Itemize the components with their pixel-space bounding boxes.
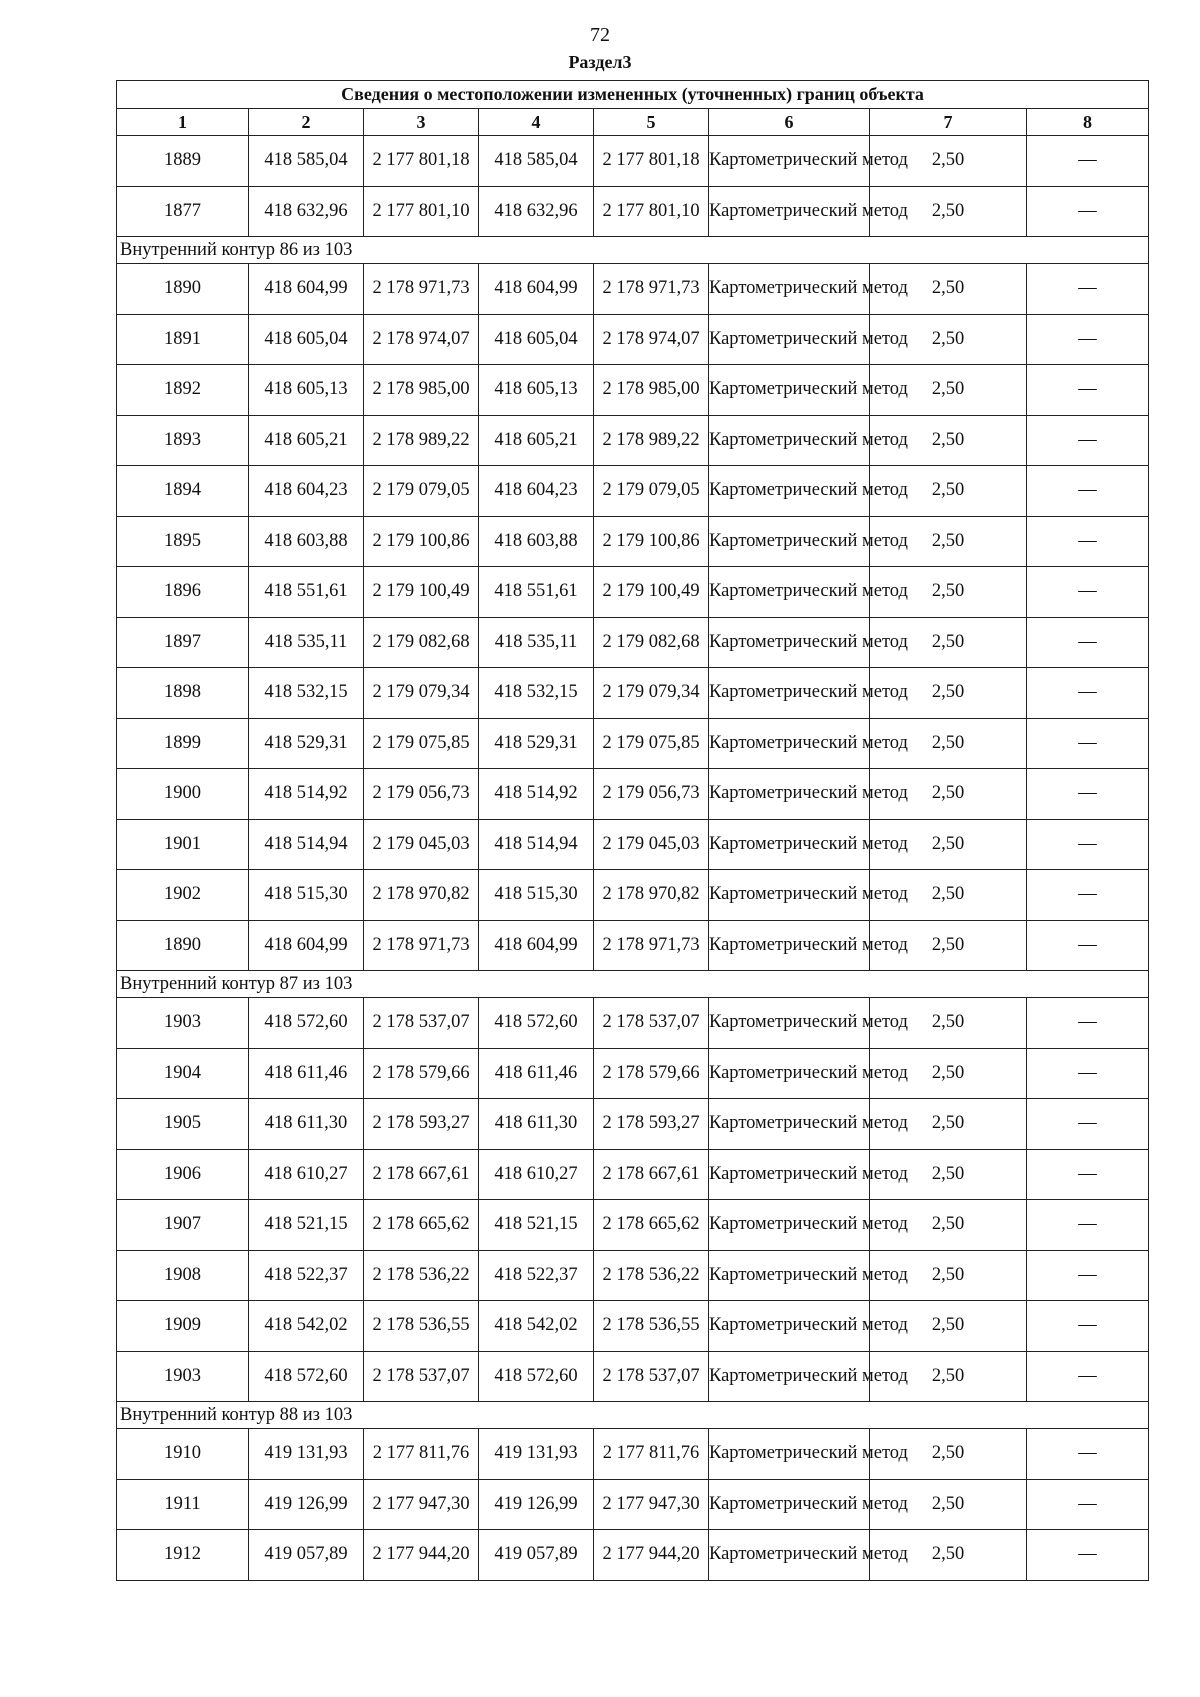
x-coordinate-cell: 418 610,27 <box>249 1149 364 1200</box>
x-coordinate-new-cell: 419 126,99 <box>479 1479 594 1530</box>
y-coordinate-new-cell: 2 177 801,10 <box>594 186 709 237</box>
x-coordinate-cell: 418 521,15 <box>249 1200 364 1251</box>
column-number: 4 <box>479 109 594 136</box>
accuracy-cell: 2,50 <box>870 870 1027 921</box>
method-cell: Картометрический метод <box>709 1301 870 1352</box>
method-cell: Картометрический метод <box>709 998 870 1049</box>
table-row <box>117 1149 1149 1200</box>
accuracy-cell: 2,50 <box>870 516 1027 567</box>
x-coordinate-new-cell: 418 610,27 <box>479 1149 594 1200</box>
y-coordinate-new-cell: 2 179 079,05 <box>594 466 709 517</box>
point-number-cell: 1901 <box>117 819 249 870</box>
x-coordinate-cell: 418 514,92 <box>249 769 364 820</box>
method-cell: Картометрический метод <box>709 1250 870 1301</box>
accuracy-cell: 2,50 <box>870 718 1027 769</box>
x-coordinate-cell: 418 605,21 <box>249 415 364 466</box>
accuracy-cell: 2,50 <box>870 264 1027 315</box>
y-coordinate-new-cell: 2 179 082,68 <box>594 617 709 668</box>
method-cell: Картометрический метод <box>709 1149 870 1200</box>
description-cell: — <box>1027 870 1149 921</box>
y-coordinate-cell: 2 178 970,82 <box>364 870 479 921</box>
x-coordinate-cell: 418 532,15 <box>249 668 364 719</box>
y-coordinate-new-cell: 2 179 079,34 <box>594 668 709 719</box>
point-number-cell: 1906 <box>117 1149 249 1200</box>
point-number-cell: 1912 <box>117 1530 249 1581</box>
y-coordinate-cell: 2 178 971,73 <box>364 264 479 315</box>
description-cell: — <box>1027 1351 1149 1402</box>
description-cell: — <box>1027 1429 1149 1480</box>
y-coordinate-new-cell: 2 178 665,62 <box>594 1200 709 1251</box>
column-number: 1 <box>117 109 249 136</box>
y-coordinate-cell: 2 178 971,73 <box>364 920 479 971</box>
y-coordinate-new-cell: 2 178 970,82 <box>594 870 709 921</box>
x-coordinate-cell: 418 585,04 <box>249 136 364 187</box>
table-row <box>117 1200 1149 1251</box>
table-caption: Сведения о местоположении измененных (уточненных) границ объекта <box>117 81 1149 109</box>
contour-row <box>117 1402 1149 1429</box>
table-row <box>117 998 1149 1049</box>
method-cell: Картометрический метод <box>709 1048 870 1099</box>
x-coordinate-new-cell: 418 604,99 <box>479 920 594 971</box>
x-coordinate-new-cell: 418 611,46 <box>479 1048 594 1099</box>
method-cell: Картометрический метод <box>709 1099 870 1150</box>
point-number-cell: 1907 <box>117 1200 249 1251</box>
description-cell: — <box>1027 718 1149 769</box>
point-number-cell: 1904 <box>117 1048 249 1099</box>
x-coordinate-cell: 418 604,99 <box>249 264 364 315</box>
x-coordinate-new-cell: 418 604,99 <box>479 264 594 315</box>
y-coordinate-cell: 2 179 079,05 <box>364 466 479 517</box>
description-cell: — <box>1027 365 1149 416</box>
point-number-cell: 1893 <box>117 415 249 466</box>
accuracy-cell: 2,50 <box>870 1429 1027 1480</box>
point-number-cell: 1897 <box>117 617 249 668</box>
table-row <box>117 819 1149 870</box>
point-number-cell: 1898 <box>117 668 249 719</box>
x-coordinate-cell: 418 522,37 <box>249 1250 364 1301</box>
y-coordinate-cell: 2 179 079,34 <box>364 668 479 719</box>
accuracy-cell: 2,50 <box>870 998 1027 1049</box>
column-number: 3 <box>364 109 479 136</box>
table-row <box>117 920 1149 971</box>
x-coordinate-new-cell: 418 514,92 <box>479 769 594 820</box>
x-coordinate-new-cell: 418 514,94 <box>479 819 594 870</box>
description-cell: — <box>1027 769 1149 820</box>
description-cell: — <box>1027 920 1149 971</box>
x-coordinate-cell: 418 611,30 <box>249 1099 364 1150</box>
point-number-cell: 1895 <box>117 516 249 567</box>
point-number-cell: 1890 <box>117 920 249 971</box>
y-coordinate-cell: 2 177 947,30 <box>364 1479 479 1530</box>
contour-label: Внутренний контур 86 из 103 <box>117 237 1149 264</box>
contour-row <box>117 971 1149 998</box>
table-row <box>117 466 1149 517</box>
x-coordinate-new-cell: 418 604,23 <box>479 466 594 517</box>
method-cell: Картометрический метод <box>709 264 870 315</box>
method-cell: Картометрический метод <box>709 920 870 971</box>
point-number-cell: 1890 <box>117 264 249 315</box>
table-row <box>117 1250 1149 1301</box>
y-coordinate-new-cell: 2 179 100,86 <box>594 516 709 567</box>
x-coordinate-cell: 418 632,96 <box>249 186 364 237</box>
y-coordinate-new-cell: 2 178 971,73 <box>594 920 709 971</box>
table-row <box>117 567 1149 618</box>
point-number-cell: 1903 <box>117 998 249 1049</box>
y-coordinate-new-cell: 2 179 075,85 <box>594 718 709 769</box>
method-cell: Картометрический метод <box>709 365 870 416</box>
y-coordinate-cell: 2 179 075,85 <box>364 718 479 769</box>
table-row <box>117 1530 1149 1581</box>
accuracy-cell: 2,50 <box>870 617 1027 668</box>
method-cell: Картометрический метод <box>709 617 870 668</box>
y-coordinate-new-cell: 2 178 985,00 <box>594 365 709 416</box>
description-cell: — <box>1027 415 1149 466</box>
x-coordinate-cell: 418 551,61 <box>249 567 364 618</box>
method-cell: Картометрический метод <box>709 870 870 921</box>
description-cell: — <box>1027 1200 1149 1251</box>
method-cell: Картометрический метод <box>709 466 870 517</box>
x-coordinate-new-cell: 418 632,96 <box>479 186 594 237</box>
point-number-cell: 1894 <box>117 466 249 517</box>
x-coordinate-new-cell: 419 057,89 <box>479 1530 594 1581</box>
y-coordinate-cell: 2 179 056,73 <box>364 769 479 820</box>
point-number-cell: 1899 <box>117 718 249 769</box>
table-row <box>117 1429 1149 1480</box>
x-coordinate-cell: 419 126,99 <box>249 1479 364 1530</box>
x-coordinate-new-cell: 418 603,88 <box>479 516 594 567</box>
point-number-cell: 1909 <box>117 1301 249 1352</box>
y-coordinate-new-cell: 2 178 974,07 <box>594 314 709 365</box>
y-coordinate-new-cell: 2 178 537,07 <box>594 1351 709 1402</box>
x-coordinate-new-cell: 418 535,11 <box>479 617 594 668</box>
contour-row <box>117 237 1149 264</box>
table-row <box>117 1479 1149 1530</box>
description-cell: — <box>1027 186 1149 237</box>
y-coordinate-cell: 2 179 045,03 <box>364 819 479 870</box>
x-coordinate-cell: 418 604,23 <box>249 466 364 517</box>
accuracy-cell: 2,50 <box>870 136 1027 187</box>
accuracy-cell: 2,50 <box>870 415 1027 466</box>
table-row <box>117 136 1149 187</box>
contour-label: Внутренний контур 88 из 103 <box>117 1402 1149 1429</box>
point-number-cell: 1889 <box>117 136 249 187</box>
accuracy-cell: 2,50 <box>870 769 1027 820</box>
x-coordinate-new-cell: 418 572,60 <box>479 1351 594 1402</box>
method-cell: Картометрический метод <box>709 668 870 719</box>
x-coordinate-new-cell: 418 542,02 <box>479 1301 594 1352</box>
accuracy-cell: 2,50 <box>870 1048 1027 1099</box>
method-cell: Картометрический метод <box>709 516 870 567</box>
y-coordinate-cell: 2 178 989,22 <box>364 415 479 466</box>
column-number: 2 <box>249 109 364 136</box>
x-coordinate-cell: 419 131,93 <box>249 1429 364 1480</box>
table-row <box>117 1048 1149 1099</box>
y-coordinate-new-cell: 2 179 100,49 <box>594 567 709 618</box>
table-row <box>117 1099 1149 1150</box>
point-number-cell: 1877 <box>117 186 249 237</box>
x-coordinate-cell: 418 611,46 <box>249 1048 364 1099</box>
description-cell: — <box>1027 1099 1149 1150</box>
description-cell: — <box>1027 264 1149 315</box>
method-cell: Картометрический метод <box>709 567 870 618</box>
y-coordinate-cell: 2 178 536,22 <box>364 1250 479 1301</box>
description-cell: — <box>1027 668 1149 719</box>
method-cell: Картометрический метод <box>709 415 870 466</box>
point-number-cell: 1910 <box>117 1429 249 1480</box>
y-coordinate-cell: 2 178 667,61 <box>364 1149 479 1200</box>
y-coordinate-cell: 2 177 801,18 <box>364 136 479 187</box>
table-row <box>117 668 1149 719</box>
y-coordinate-cell: 2 178 665,62 <box>364 1200 479 1251</box>
table-row <box>117 870 1149 921</box>
column-number: 8 <box>1027 109 1149 136</box>
description-cell: — <box>1027 1250 1149 1301</box>
accuracy-cell: 2,50 <box>870 314 1027 365</box>
column-number: 5 <box>594 109 709 136</box>
description-cell: — <box>1027 314 1149 365</box>
y-coordinate-new-cell: 2 177 944,20 <box>594 1530 709 1581</box>
accuracy-cell: 2,50 <box>870 920 1027 971</box>
method-cell: Картометрический метод <box>709 314 870 365</box>
description-cell: — <box>1027 998 1149 1049</box>
x-coordinate-cell: 418 603,88 <box>249 516 364 567</box>
y-coordinate-new-cell: 2 178 537,07 <box>594 998 709 1049</box>
x-coordinate-cell: 418 542,02 <box>249 1301 364 1352</box>
x-coordinate-new-cell: 418 605,21 <box>479 415 594 466</box>
point-number-cell: 1892 <box>117 365 249 416</box>
x-coordinate-cell: 418 514,94 <box>249 819 364 870</box>
x-coordinate-cell: 418 572,60 <box>249 998 364 1049</box>
accuracy-cell: 2,50 <box>870 1351 1027 1402</box>
x-coordinate-cell: 418 605,04 <box>249 314 364 365</box>
table-row <box>117 617 1149 668</box>
accuracy-cell: 2,50 <box>870 668 1027 719</box>
y-coordinate-cell: 2 177 811,76 <box>364 1429 479 1480</box>
y-coordinate-cell: 2 178 593,27 <box>364 1099 479 1150</box>
y-coordinate-cell: 2 178 985,00 <box>364 365 479 416</box>
x-coordinate-new-cell: 418 572,60 <box>479 998 594 1049</box>
x-coordinate-cell: 418 605,13 <box>249 365 364 416</box>
accuracy-cell: 2,50 <box>870 1099 1027 1150</box>
x-coordinate-cell: 418 535,11 <box>249 617 364 668</box>
accuracy-cell: 2,50 <box>870 365 1027 416</box>
table-row <box>117 365 1149 416</box>
accuracy-cell: 2,50 <box>870 1250 1027 1301</box>
x-coordinate-new-cell: 419 131,93 <box>479 1429 594 1480</box>
description-cell: — <box>1027 466 1149 517</box>
method-cell: Картометрический метод <box>709 819 870 870</box>
method-cell: Картометрический метод <box>709 1479 870 1530</box>
x-coordinate-cell: 418 529,31 <box>249 718 364 769</box>
y-coordinate-new-cell: 2 178 667,61 <box>594 1149 709 1200</box>
table-row <box>117 1301 1149 1352</box>
method-cell: Картометрический метод <box>709 136 870 187</box>
x-coordinate-cell: 419 057,89 <box>249 1530 364 1581</box>
y-coordinate-new-cell: 2 177 811,76 <box>594 1429 709 1480</box>
contour-label: Внутренний контур 87 из 103 <box>117 971 1149 998</box>
accuracy-cell: 2,50 <box>870 1301 1027 1352</box>
y-coordinate-new-cell: 2 178 593,27 <box>594 1099 709 1150</box>
accuracy-cell: 2,50 <box>870 1479 1027 1530</box>
x-coordinate-new-cell: 418 521,15 <box>479 1200 594 1251</box>
point-number-cell: 1911 <box>117 1479 249 1530</box>
description-cell: — <box>1027 516 1149 567</box>
description-cell: — <box>1027 1149 1149 1200</box>
y-coordinate-new-cell: 2 178 989,22 <box>594 415 709 466</box>
y-coordinate-new-cell: 2 178 536,22 <box>594 1250 709 1301</box>
x-coordinate-cell: 418 572,60 <box>249 1351 364 1402</box>
method-cell: Картометрический метод <box>709 1351 870 1402</box>
accuracy-cell: 2,50 <box>870 466 1027 517</box>
accuracy-cell: 2,50 <box>870 1530 1027 1581</box>
x-coordinate-new-cell: 418 605,04 <box>479 314 594 365</box>
x-coordinate-cell: 418 515,30 <box>249 870 364 921</box>
description-cell: — <box>1027 1479 1149 1530</box>
x-coordinate-new-cell: 418 585,04 <box>479 136 594 187</box>
y-coordinate-cell: 2 177 944,20 <box>364 1530 479 1581</box>
table-body <box>117 136 1149 1581</box>
table-row <box>117 415 1149 466</box>
x-coordinate-new-cell: 418 611,30 <box>479 1099 594 1150</box>
y-coordinate-cell: 2 179 100,86 <box>364 516 479 567</box>
x-coordinate-new-cell: 418 529,31 <box>479 718 594 769</box>
point-number-cell: 1896 <box>117 567 249 618</box>
description-cell: — <box>1027 1530 1149 1581</box>
x-coordinate-new-cell: 418 515,30 <box>479 870 594 921</box>
point-number-cell: 1902 <box>117 870 249 921</box>
table-row <box>117 314 1149 365</box>
description-cell: — <box>1027 567 1149 618</box>
table-row <box>117 264 1149 315</box>
accuracy-cell: 2,50 <box>870 186 1027 237</box>
y-coordinate-new-cell: 2 179 045,03 <box>594 819 709 870</box>
method-cell: Картометрический метод <box>709 1429 870 1480</box>
x-coordinate-new-cell: 418 522,37 <box>479 1250 594 1301</box>
table-row <box>117 516 1149 567</box>
point-number-cell: 1900 <box>117 769 249 820</box>
method-cell: Картометрический метод <box>709 718 870 769</box>
description-cell: — <box>1027 819 1149 870</box>
x-coordinate-cell: 418 604,99 <box>249 920 364 971</box>
point-number-cell: 1891 <box>117 314 249 365</box>
y-coordinate-cell: 2 178 536,55 <box>364 1301 479 1352</box>
y-coordinate-new-cell: 2 177 947,30 <box>594 1479 709 1530</box>
y-coordinate-new-cell: 2 178 579,66 <box>594 1048 709 1099</box>
method-cell: Картометрический метод <box>709 1200 870 1251</box>
y-coordinate-cell: 2 178 579,66 <box>364 1048 479 1099</box>
x-coordinate-new-cell: 418 532,15 <box>479 668 594 719</box>
table-row <box>117 186 1149 237</box>
y-coordinate-cell: 2 177 801,10 <box>364 186 479 237</box>
method-cell: Картометрический метод <box>709 186 870 237</box>
y-coordinate-cell: 2 179 100,49 <box>364 567 479 618</box>
column-number: 7 <box>870 109 1027 136</box>
accuracy-cell: 2,50 <box>870 1149 1027 1200</box>
y-coordinate-cell: 2 178 537,07 <box>364 998 479 1049</box>
y-coordinate-cell: 2 178 974,07 <box>364 314 479 365</box>
x-coordinate-new-cell: 418 551,61 <box>479 567 594 618</box>
point-number-cell: 1908 <box>117 1250 249 1301</box>
y-coordinate-new-cell: 2 179 056,73 <box>594 769 709 820</box>
table-row <box>117 769 1149 820</box>
description-cell: — <box>1027 1301 1149 1352</box>
column-number: 6 <box>709 109 870 136</box>
description-cell: — <box>1027 617 1149 668</box>
point-number-cell: 1905 <box>117 1099 249 1150</box>
method-cell: Картометрический метод <box>709 769 870 820</box>
method-cell: Картометрический метод <box>709 1530 870 1581</box>
accuracy-cell: 2,50 <box>870 567 1027 618</box>
accuracy-cell: 2,50 <box>870 1200 1027 1251</box>
y-coordinate-cell: 2 179 082,68 <box>364 617 479 668</box>
y-coordinate-new-cell: 2 177 801,18 <box>594 136 709 187</box>
description-cell: — <box>1027 1048 1149 1099</box>
column-number-row <box>117 109 1149 136</box>
description-cell: — <box>1027 136 1149 187</box>
page-number: 72 <box>590 24 610 46</box>
y-coordinate-cell: 2 178 537,07 <box>364 1351 479 1402</box>
point-number-cell: 1903 <box>117 1351 249 1402</box>
table-row <box>117 718 1149 769</box>
section-title: Раздел3 <box>568 52 632 72</box>
accuracy-cell: 2,50 <box>870 819 1027 870</box>
y-coordinate-new-cell: 2 178 971,73 <box>594 264 709 315</box>
boundary-coordinates-table <box>116 80 1149 1581</box>
y-coordinate-new-cell: 2 178 536,55 <box>594 1301 709 1352</box>
table-row <box>117 1351 1149 1402</box>
x-coordinate-new-cell: 418 605,13 <box>479 365 594 416</box>
